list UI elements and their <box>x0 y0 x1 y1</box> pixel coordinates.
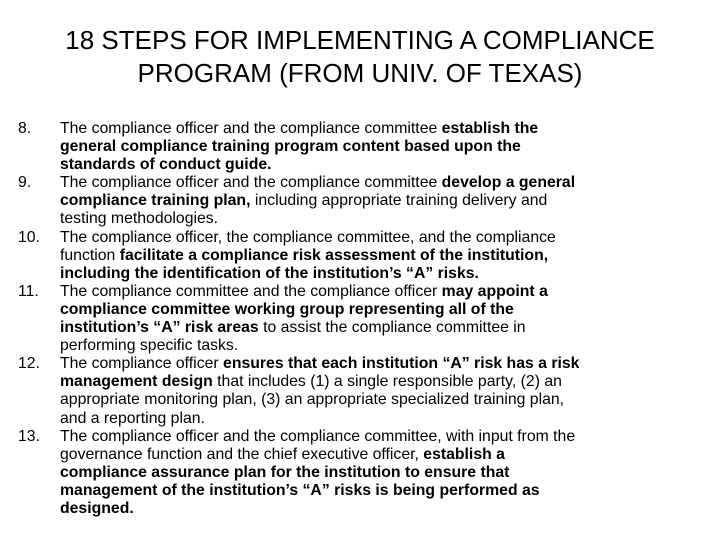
step-item <box>18 229 708 283</box>
step-number: 11. <box>18 282 39 300</box>
title-line-2: PROGRAM (FROM UNIV. OF TEXAS) <box>137 58 583 88</box>
step-text-segment: that includes (1) a single responsible party, (2) an appropriate monitoring plan, (3) an appropriate specialized training plan, and a reporting plan. <box>60 373 565 427</box>
step-number: 12. <box>18 355 40 373</box>
step-text-segment: The compliance officer, the compliance committee, and the compliance function <box>60 228 556 264</box>
step-item <box>18 428 708 518</box>
step-text-segment: to assist the compliance committee in performing specific tasks. <box>60 319 526 355</box>
step-text <box>60 120 708 174</box>
step-text <box>60 355 708 427</box>
step-text-segment: The compliance officer and the compliance committee <box>60 174 442 192</box>
step-item <box>18 283 708 355</box>
step-text-emphasis: establish the general compliance training program content based upon the standards of conduct guide. <box>60 120 539 174</box>
step-text-segment: including appropriate training delivery and testing methodologies. <box>60 192 548 228</box>
step-text-segment: The compliance officer and the compliance committee, with input from the governance function and the chief executive officer, <box>60 427 576 463</box>
step-text-emphasis: ensures that each institution “A” risk has a risk management design <box>60 355 580 391</box>
step-text-emphasis: develop a general compliance training plan, <box>60 174 576 210</box>
step-number: 10. <box>18 228 40 246</box>
step-text <box>60 229 708 283</box>
step-text <box>60 283 708 355</box>
step-number: 13. <box>18 427 40 445</box>
step-text-segment: The compliance officer and the compliance committee <box>60 120 442 137</box>
step-text <box>60 174 708 228</box>
step-text <box>60 428 708 518</box>
step-text-emphasis: establish a compliance assurance plan for the institution to ensure that management of the institution’s “A” risks is being performed as designed. <box>60 445 540 517</box>
step-text-emphasis: may appoint a compliance committee working group representing all of the institution’s “A” risk areas <box>60 282 548 337</box>
step-item <box>18 355 708 427</box>
steps-list <box>18 120 708 518</box>
step-item <box>18 120 708 174</box>
step-item <box>18 174 708 228</box>
step-number: 8. <box>18 120 32 137</box>
step-text-emphasis: facilitate a compliance risk assessment of the institution, including the identification of the institution’s “A” risks. <box>60 246 549 282</box>
slide-title <box>0 24 720 90</box>
step-text-segment: The compliance committee and the compliance officer <box>60 282 442 300</box>
title-line-1: 18 STEPS FOR IMPLEMENTING A COMPLIANCE <box>65 25 655 55</box>
step-number: 9. <box>18 174 32 192</box>
step-text-segment: The compliance officer <box>60 355 224 373</box>
